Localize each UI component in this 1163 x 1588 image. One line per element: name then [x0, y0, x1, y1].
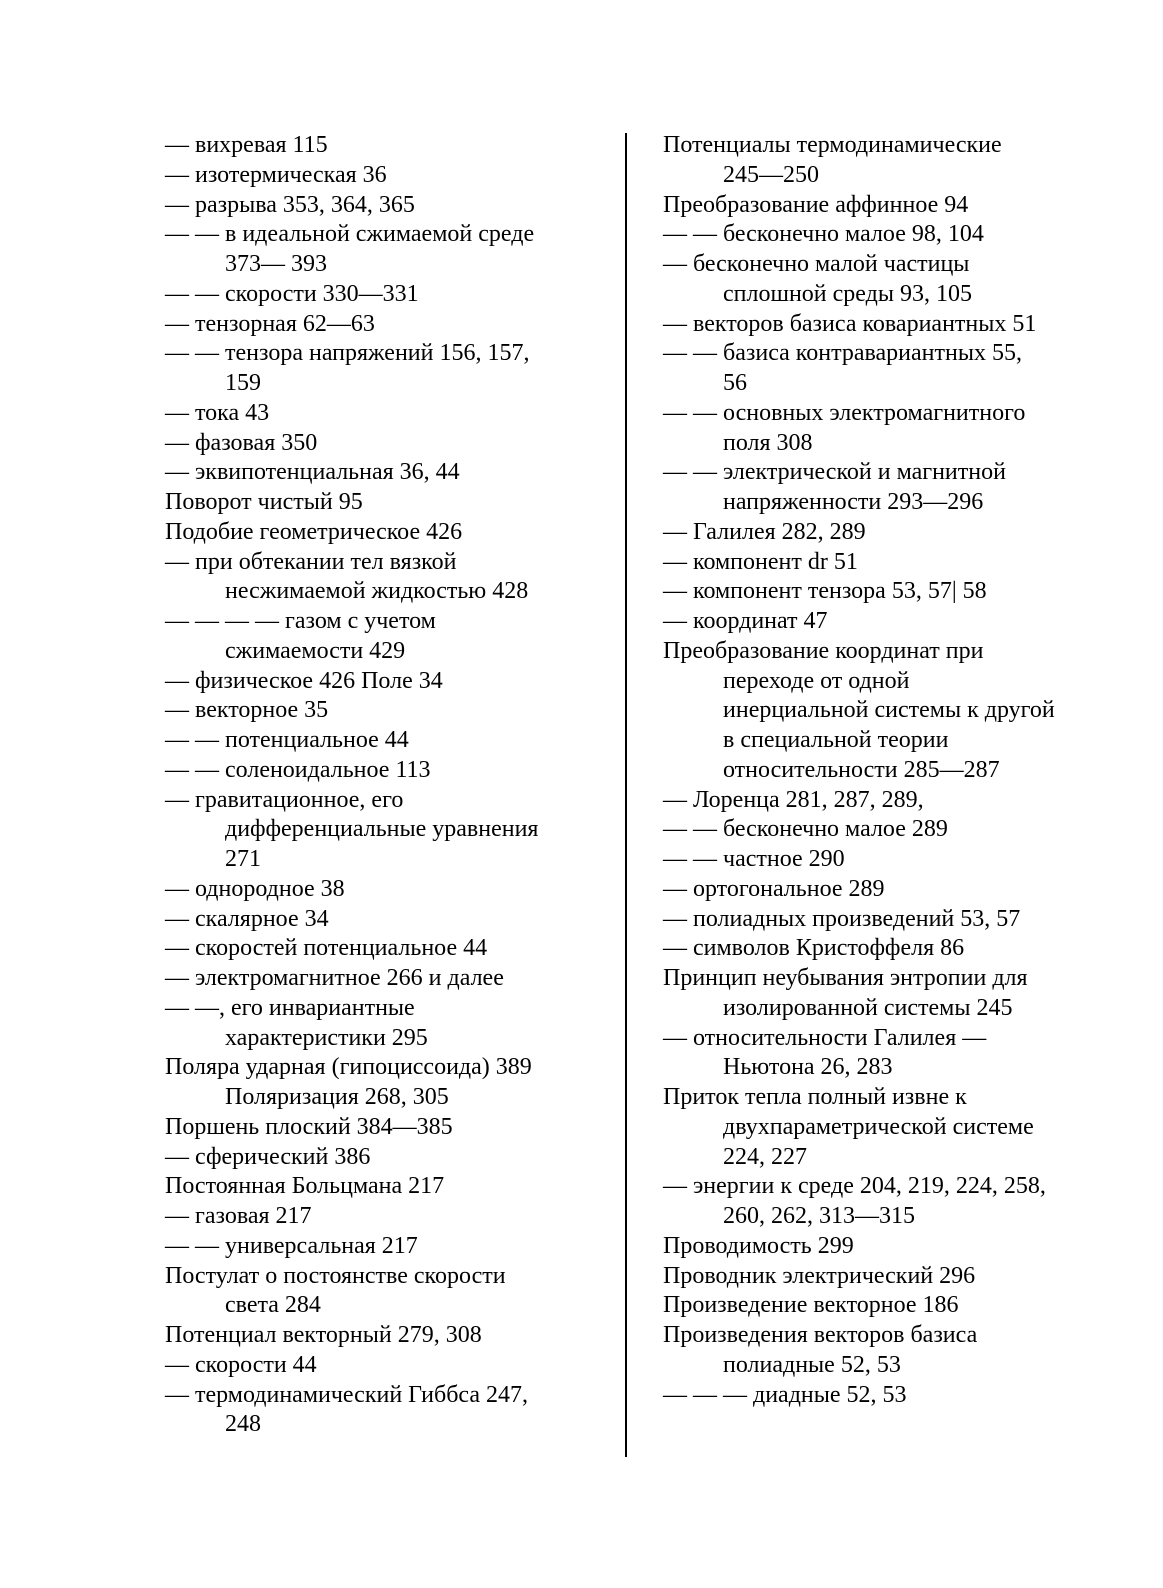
index-entry-line: — электромагнитное 266 и далее	[165, 965, 504, 991]
index-entry-line: — Галилея 282, 289	[663, 518, 866, 545]
index-entry-line: — — универсальная 217	[165, 1232, 418, 1259]
index-entry-line: Принцип неубывания энтропии для	[663, 965, 1028, 991]
index-entry-line: — — бесконечно малое 98, 104	[663, 221, 984, 248]
index-entry-line: — тока 43	[165, 399, 270, 426]
index-entry-line: — — тензора напряжений 156, 157,	[165, 340, 530, 367]
index-entry-line: Произведения векторов базиса	[663, 1322, 978, 1348]
index-entry-line: — — электрической и магнитной	[663, 459, 1006, 486]
index-entry-line: Постулат о постоянстве скорости	[165, 1262, 506, 1289]
index-entry-line: напряженности 293—296	[723, 489, 984, 515]
index-entry-line: — вихревая 115	[165, 132, 328, 158]
index-entry-line: относительности 285—287	[723, 756, 1000, 783]
index-entry-line: 373— 393	[225, 251, 327, 277]
index-entry-line: Ньютона 26, 283	[723, 1054, 893, 1081]
index-entry-line: — скалярное 34	[165, 905, 329, 932]
index-entry-line: — — частное 290	[663, 846, 845, 872]
index-entry-line: — гравитационное, его	[165, 786, 404, 813]
index-entry-line: 248	[225, 1411, 261, 1438]
index-entry-line: — ортогональное 289	[663, 875, 885, 902]
index-entry-line: инерциальной системы к другой	[723, 697, 1055, 724]
index-entry-line: — символов Кристоффеля 86	[663, 935, 965, 962]
index-column-right	[663, 131, 1128, 1410]
index-entry-line: сжимаемости 429	[225, 637, 406, 664]
index-entry-line: Проводник электрический 296	[663, 1262, 976, 1289]
index-entry-line: Преобразование аффинное 94	[663, 191, 969, 218]
index-entry-line: — однородное 38	[165, 875, 345, 902]
column-divider	[625, 133, 627, 1457]
index-entry-line: — векторов базиса ковариантных 51	[663, 310, 1037, 337]
index-entry-line: — — основных электромагнитного	[663, 399, 1026, 426]
index-entry-line: — скоростей потенциальное 44	[165, 935, 488, 962]
index-entry-line: — векторное 35	[165, 697, 329, 724]
index-entry-line: — — соленоидальное 113	[165, 756, 431, 783]
index-entry-line: Поршень плоский 384—385	[165, 1113, 453, 1140]
index-column-left	[165, 131, 605, 1440]
index-entry-line: — компонент dr 51	[663, 548, 858, 575]
index-entry-line: — компонент тензора 53, 57| 58	[663, 578, 987, 605]
index-entry-line: — — в идеальной сжимаемой среде	[165, 221, 535, 248]
index-entry-line: поля 308	[723, 429, 813, 456]
index-entry-line: 224, 227	[723, 1143, 807, 1170]
index-entry-line: Произведение векторное 186	[663, 1292, 959, 1319]
index-entry-line: характеристики 295	[225, 1024, 428, 1051]
index-entry-line: — эквипотенциальная 36, 44	[165, 459, 460, 486]
index-entry-line: — координат 47	[663, 608, 828, 634]
index-entry-line: — бесконечно малой частицы	[663, 251, 970, 277]
index-entry-line: двухпараметрической системе	[723, 1113, 1034, 1140]
index-entry-line: — — бесконечно малое 289	[663, 816, 948, 843]
index-entry-line: света 284	[225, 1292, 321, 1319]
index-entry-line: — — — диадные 52, 53	[663, 1381, 907, 1408]
index-entry-line: — скорости 44	[165, 1351, 317, 1378]
index-entry-line: дифференциальные уравнения	[225, 816, 539, 843]
index-entry-line: — полиадных произведений 53, 57	[663, 905, 1021, 932]
index-entry-line: — Лоренца 281, 287, 289,	[663, 786, 924, 813]
index-entry-line: — газовая 217	[165, 1203, 312, 1229]
index-entry-line: 56	[723, 370, 747, 396]
index-entry-line: — энергии к среде 204, 219, 224, 258,	[663, 1173, 1046, 1200]
index-entry-line: — — потенциальное 44	[165, 727, 409, 753]
index-entry-line: Поляра ударная (гипоциссоида) 389	[165, 1054, 532, 1081]
index-entry-line: Проводимость 299	[663, 1232, 854, 1259]
index-entry-line: полиадные 52, 53	[723, 1351, 901, 1378]
index-entry-line: — изотермическая 36	[165, 161, 387, 188]
index-entry-line: Потенциал векторный 279, 308	[165, 1322, 482, 1348]
index-entry-line: сплошной среды 93, 105	[723, 280, 972, 307]
index-entry-line: — термодинамический Гиббса 247,	[165, 1381, 528, 1408]
index-entry-line: Приток тепла полный извне к	[663, 1084, 967, 1110]
index-entry-line: 245—250	[723, 161, 819, 188]
index-entry-line: — — скорости 330—331	[165, 280, 419, 307]
index-entry-line: Преобразование координат при	[663, 637, 984, 664]
index-entry-line: 260, 262, 313—315	[723, 1203, 915, 1229]
index-entry-line: Поворот чистый 95	[165, 489, 363, 515]
index-entry-line: Подобие геометрическое 426	[165, 518, 463, 545]
index-entry-line: — разрыва 353, 364, 365	[165, 191, 415, 218]
index-entry-line: — — — — газом с учетом	[165, 608, 436, 634]
index-entry-line: переходе от одной	[723, 667, 910, 694]
index-entry-line: изолированной системы 245	[723, 994, 1013, 1021]
index-entry-line: — сферический 386	[165, 1143, 371, 1170]
index-entry-line: Потенциалы термодинамические	[663, 132, 1002, 158]
index-entry-line: — относительности Галилея —	[663, 1024, 987, 1051]
index-entry-line: — — базиса контравариантных 55,	[663, 340, 1022, 367]
index-entry-line: — —, его инвариантные	[165, 994, 415, 1021]
index-entry-line: — при обтекании тел вязкой	[165, 548, 457, 575]
index-entry-line: 159	[225, 370, 261, 396]
index-entry-line: — тензорная 62—63	[165, 310, 375, 337]
index-entry-line: в специальной теории	[723, 727, 949, 753]
index-entry-line: Постоянная Больцмана 217	[165, 1173, 445, 1200]
index-entry-line: 271	[225, 846, 261, 872]
index-entry-line: несжимаемой жидкостью 428	[225, 578, 529, 605]
index-entry-line: — фазовая 350	[165, 429, 318, 456]
index-entry-line: — физическое 426 Поле 34	[165, 667, 443, 694]
index-entry-line: Поляризация 268, 305	[225, 1084, 449, 1110]
